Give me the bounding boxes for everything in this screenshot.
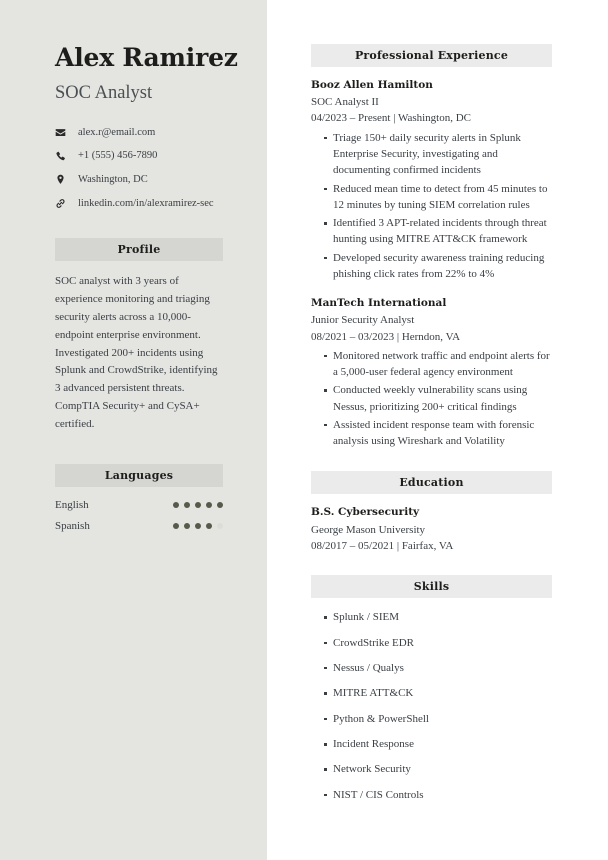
level-dot — [217, 523, 223, 529]
experience-dates-location: 08/2021 – 03/2023 | Herndon, VA — [311, 330, 461, 343]
experience-bullet: Developed security awareness training reducing phishing click rates from 22% to 4% — [325, 250, 552, 283]
skill-item: Network Security — [325, 762, 552, 777]
link-icon — [55, 198, 71, 209]
level-dot — [195, 523, 201, 529]
skills-list — [311, 610, 552, 803]
experience-organization: Booz Allen Hamilton — [311, 79, 433, 91]
language-name: Spanish — [55, 519, 90, 532]
contact-list — [55, 126, 223, 211]
language-row-spanish — [55, 520, 223, 532]
map-pin-icon — [55, 174, 71, 185]
experience-bullet: Conducted weekly vulnerability scans using Nessus, prioritizing 200+ critical findings — [325, 382, 552, 415]
skill-item: MITRE ATT&CK — [325, 686, 552, 701]
candidate-name: Alex Ramirez — [55, 43, 238, 72]
skill-item: NIST / CIS Controls — [325, 788, 552, 803]
experience-bullet: Monitored network traffic and endpoint alerts for a 5,000-user federal agency environment — [325, 348, 552, 381]
level-dot — [195, 502, 201, 508]
skill-item: Python & PowerShell — [325, 712, 552, 727]
main-column — [267, 0, 608, 860]
level-dot — [206, 502, 212, 508]
contact-location-text: Washington, DC — [78, 173, 148, 185]
skills-section — [311, 575, 552, 803]
experience-bullet-list — [311, 130, 552, 282]
language-name: English — [55, 498, 89, 511]
education-school: George Mason University — [311, 523, 426, 536]
contact-item-location[interactable] — [55, 173, 223, 187]
education-section-heading: Education — [311, 471, 552, 494]
candidate-job-title: SOC Analyst — [55, 82, 153, 103]
language-row-english — [55, 499, 223, 511]
education-section — [311, 471, 552, 553]
envelope-icon — [55, 127, 71, 138]
education-entry — [311, 506, 552, 553]
experience-bullet: Identified 3 APT-related incidents through threat hunting using MITRE ATT&CK framework — [325, 215, 552, 248]
phone-icon — [55, 151, 71, 162]
language-level-dots — [173, 523, 223, 529]
language-level-dots — [173, 502, 223, 508]
profile-section-heading: Profile — [55, 238, 223, 261]
contact-item-phone[interactable] — [55, 149, 223, 163]
experience-bullet: Triage 150+ daily security alerts in Splunk Enterprise Security, investigating and documenting confirmed incidents — [325, 130, 552, 179]
contact-item-email[interactable] — [55, 126, 223, 140]
experience-dates-location: 04/2023 – Present | Washington, DC — [311, 112, 471, 125]
profile-summary-text: SOC analyst with 3 years of experience monitoring and triaging security alerts across a 10,000-endpoint enterprise environment. Investigated 200+ incidents using Splunk and CrowdStrike, identifying 3 advanced persistent threats. CompTIA Security+ and CySA+ certified. — [55, 275, 218, 430]
level-dot — [217, 502, 223, 508]
languages-section-heading: Languages — [55, 464, 223, 487]
level-dot — [184, 523, 190, 529]
level-dot — [184, 502, 190, 508]
experience-section — [311, 44, 552, 449]
experience-organization: ManTech International — [311, 297, 447, 310]
experience-bullet: Reduced mean time to detect from 45 minutes to 12 minutes by tuning SIEM correlation rules — [325, 181, 552, 214]
level-dot — [173, 523, 179, 529]
level-dot — [173, 502, 179, 508]
skill-item: Nessus / Qualys — [325, 661, 552, 676]
experience-section-heading: Professional Experience — [311, 44, 552, 67]
education-degree: B.S. Cybersecurity — [311, 506, 420, 519]
contact-linkedin-text: linkedin.com/in/alexramirez-sec — [78, 197, 214, 209]
contact-email-text: alex.r@email.com — [78, 126, 156, 138]
contact-phone-text: +1 (555) 456-7890 — [78, 150, 158, 162]
education-dates-location: 08/2017 – 05/2021 | Fairfax, VA — [311, 539, 454, 552]
experience-bullet-list — [311, 348, 552, 450]
skills-section-heading: Skills — [311, 575, 552, 598]
sidebar — [0, 0, 267, 860]
skill-item: CrowdStrike EDR — [325, 636, 552, 651]
experience-entry — [311, 297, 552, 449]
skill-item: Incident Response — [325, 737, 552, 752]
experience-entry — [311, 79, 552, 282]
experience-role: SOC Analyst II — [311, 96, 379, 109]
experience-bullet: Assisted incident response team with forensic analysis using Wireshark and Volatility — [325, 417, 552, 450]
experience-role: Junior Security Analyst — [311, 314, 415, 327]
skill-item: Splunk / SIEM — [325, 610, 552, 625]
contact-item-linkedin[interactable] — [55, 197, 223, 211]
level-dot — [206, 523, 212, 529]
